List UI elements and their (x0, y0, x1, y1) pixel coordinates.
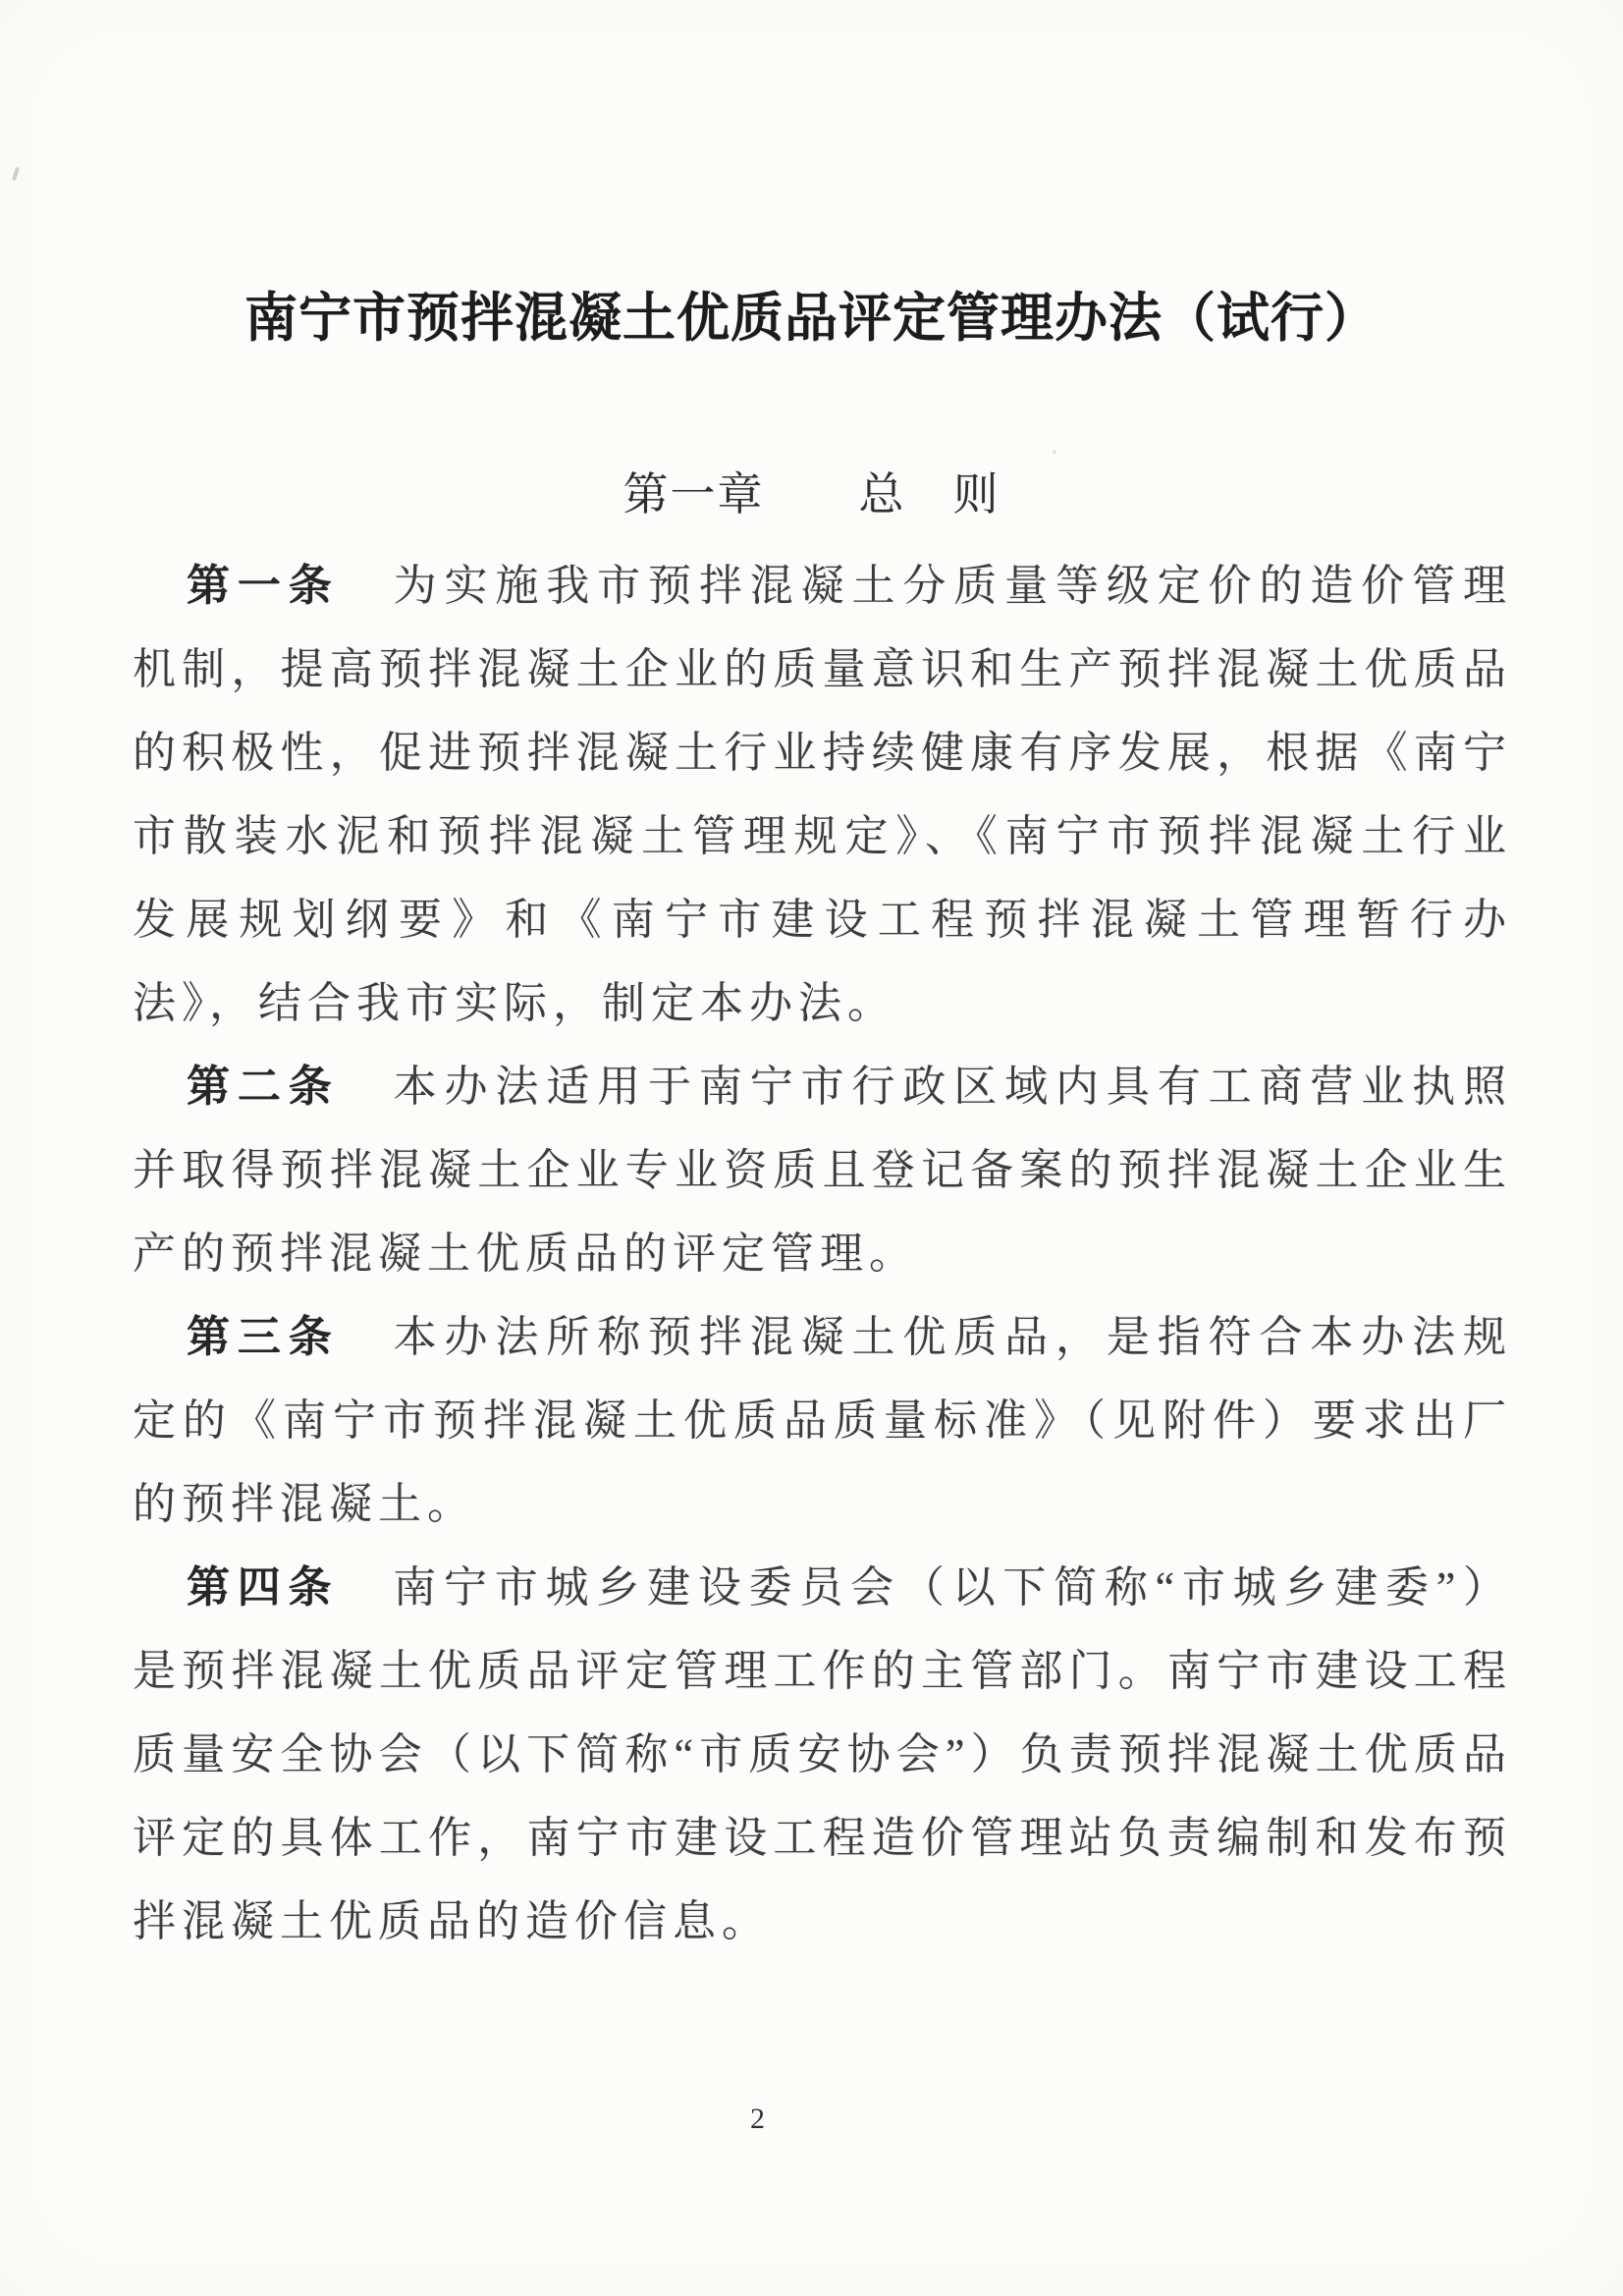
article-3-label: 第三条 (187, 1313, 340, 1361)
article-1-label: 第一条 (187, 562, 340, 610)
article-2-label: 第二条 (187, 1063, 340, 1111)
article-1 (133, 544, 1512, 1045)
article-4-text: 南宁市城乡建设委员会（以下简称“市城乡建委”）是预拌混凝土优质品评定管理工作的主管部门。南宁市建设工程质量安全协会（以下简称“市质安协会”）负责预拌混凝土优质品评定的具体工作，南宁市建设工程造价管理站负责编制和发布预拌混凝土优质品的造价信息。 (133, 1563, 1513, 1945)
scan-artifact (1053, 450, 1056, 454)
document-body (0, 544, 1623, 1963)
article-1-text: 为实施我市预拌混凝土分质量等级定价的造价管理机制，提高预拌混凝土企业的质量意识和生产预拌混凝土优质品的积极性，促进预拌混凝土行业持续健康有序发展，根据《南宁市散装水泥和预拌混凝土管理规定》、《南宁市预拌混凝土行业发展规划纲要》和《南宁市建设工程预拌混凝土管理暂行办法》，结合我市实际，制定本办法。 (133, 562, 1512, 1027)
article-2-text: 本办法适用于南宁市行政区域内具有工商营业执照并取得预拌混凝土企业专业资质且登记备案的预拌混凝土企业生产的预拌混凝土优质品的评定管理。 (133, 1063, 1512, 1278)
article-2 (133, 1045, 1512, 1295)
article-3-text: 本办法所称预拌混凝土优质品，是指符合本办法规定的《南宁市预拌混凝土优质品质量标准》（见附件）要求出厂的预拌混凝土。 (133, 1313, 1512, 1528)
article-4 (133, 1546, 1512, 1963)
document-title: 南宁市预拌混凝土优质品评定管理办法（试行） (244, 289, 1379, 348)
page-number: 2 (750, 2103, 765, 2135)
article-4-label: 第四条 (187, 1563, 340, 1612)
chapter-heading: 第一章 总 则 (622, 469, 1001, 519)
article-3 (133, 1295, 1512, 1546)
